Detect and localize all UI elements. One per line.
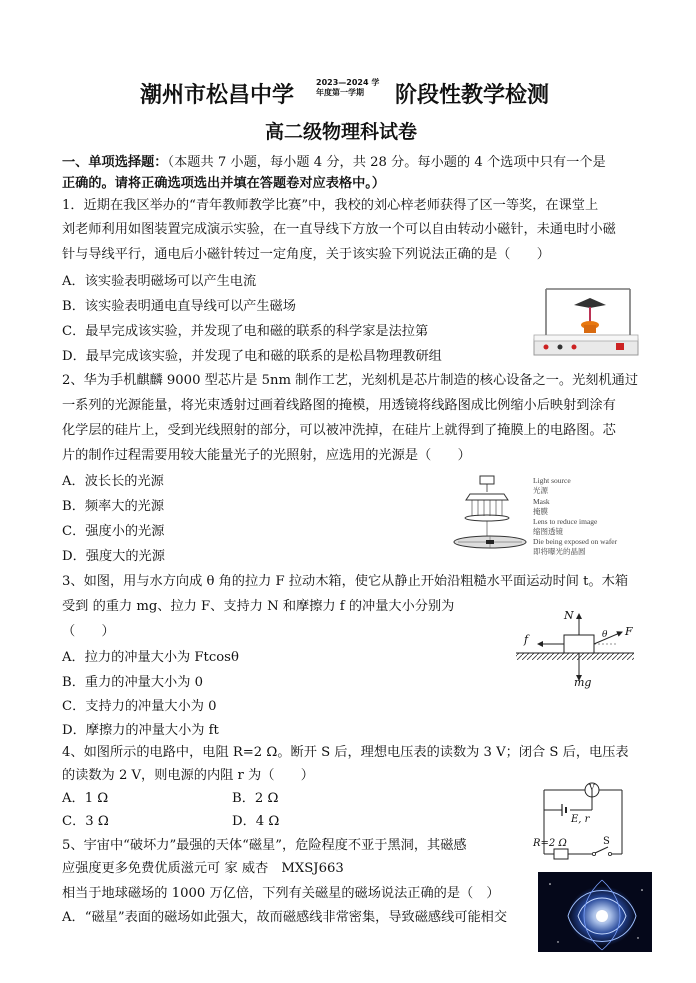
- q1-stem-line: 刘老师利用如图装置完成演示实验，在一直导线下方放一个可以自由转动小磁针，未通电时小磁: [62, 222, 616, 237]
- q2-fig-label: 掩膜: [533, 507, 548, 516]
- exam-name: 阶段性教学检测: [395, 83, 550, 108]
- q3-fig-label: F: [625, 625, 633, 638]
- q5-option: A．“磁星”表面的磁场如此强大，故而磁感线非常密集，导致磁感线可能相交: [62, 910, 508, 925]
- q2-stem-line: 片的制作过程需要用较大能量光子的光照射，应选用的光源是（ ）: [62, 448, 471, 463]
- q4-stem-line: 的读数为 2 V，则电源的内阻 r 为（ ）: [62, 768, 314, 783]
- q2-option: A．波长长的光源: [62, 474, 164, 489]
- q4-fig-label: R=2 Ω: [533, 838, 567, 849]
- q3-fig-label: θ: [602, 630, 608, 640]
- q1-option: B．该实验表明通电直导线可以产生磁场: [62, 299, 296, 314]
- q4-option: C．3 Ω: [62, 814, 109, 829]
- q3-stem-line: 3、如图，用与水方向成 θ 角的拉力 F 拉动木箱，使它从静止开始沿粗糙水平面运动时间 t。木箱: [62, 574, 629, 589]
- paper-subtitle: 高二级物理科试卷: [265, 121, 418, 143]
- q1-stem-line: 1．近期在我区举办的“青年教师教学比赛”中，我校的刘心梓老师获得了区一等奖，在课堂上: [62, 198, 599, 213]
- q2-fig-label: Die being exposed on wafer: [533, 537, 618, 546]
- q3-option: B．重力的冲量大小为 0: [62, 675, 203, 690]
- section-heading-line1: 一、单项选择题：（本题共 7 小题，每小题 4 分，共 28 分。每小题的 4 个选项中只有一个是: [62, 155, 606, 170]
- q4-option: B．2 Ω: [232, 791, 279, 806]
- q2-stem-line: 化学层的硅片上，受到光线照射的部分，可以被冲洗掉，在硅片上就得到了掩膜上的电路图。芯: [62, 423, 616, 438]
- q2-option: C．强度小的光源: [62, 524, 165, 539]
- q1-option: C．最早完成该实验，并发现了电和磁的联系的科学家是法拉第: [62, 324, 429, 339]
- q5-stem-line: 应强度更多免费优质滋元可 家 威杏 MXSJ663: [62, 861, 344, 876]
- q1-option: A．该实验表明磁场可以产生电流: [62, 274, 257, 289]
- q3-option: A．拉力的冲量大小为 Ftcosθ: [62, 650, 239, 665]
- q2-option: B．频率大的光源: [62, 499, 165, 514]
- q2-fig-label: 即将曝光的晶圆: [533, 547, 586, 556]
- q3-fig-label: mg: [574, 676, 592, 689]
- q2-fig-label: Lens to reduce image: [533, 517, 598, 526]
- q3-stem-line: （ ）: [62, 624, 115, 639]
- q2-fig-label: 缩图透镜: [533, 527, 563, 536]
- q3-option: C．支持力的冲量大小为 0: [62, 699, 217, 714]
- q3-fig-label: f: [524, 633, 529, 646]
- section-heading-line2: 正确的。请将正确选项选出并填在答题卷对应表格中。）: [62, 176, 386, 191]
- q2-fig-label: Light source: [533, 476, 571, 485]
- q3-option: D．摩擦力的冲量大小为 ft: [62, 723, 219, 738]
- q3-fig-label: N: [564, 609, 574, 622]
- q5-stem-line: 相当于地球磁场的 1000 万亿倍，下列有关磁星的磁场说法正确的是（ ）: [62, 886, 500, 901]
- q1-apparatus-figure: [530, 277, 650, 361]
- q2-stem-line: 一系列的光源能量，将光束透射过画着线路图的掩模，用透镜将线路图成比例缩小后映射到涂有: [62, 398, 616, 413]
- q3-stem-line: 受到 的重力 mg、拉力 F、支持力 N 和摩擦力 f 的冲量大小分别为: [62, 599, 455, 614]
- school-name: 潮州市松昌中学: [140, 83, 295, 108]
- q4-option: D．4 Ω: [232, 814, 280, 829]
- q4-fig-label: V: [589, 783, 595, 792]
- q5-stem-line: 5、宇宙中“破坏力”最强的天体“磁星”，危险程度不亚于黑洞，其磁感: [62, 838, 467, 853]
- q2-fig-label: 光源: [533, 486, 548, 495]
- q4-fig-label: S: [603, 836, 610, 847]
- q4-fig-label: E, r: [571, 814, 590, 825]
- q1-option: D．最早完成该实验，并发现了电和磁的联系的是松昌物理教研组: [62, 349, 442, 364]
- school-year: 2023—2024 学 年度第一学期: [316, 78, 380, 97]
- q2-stem-line: 2、华为手机麒麟 9000 型芯片是 5nm 制作工艺，光刻机是芯片制造的核心设备之一。光刻机通过: [62, 373, 639, 388]
- q2-lithography-figure: [452, 472, 532, 556]
- q2-fig-label: Mask: [533, 497, 550, 506]
- magnetar-image: [538, 872, 652, 952]
- q4-stem-line: 4、如图所示的电路中，电阻 R=2 Ω。断开 S 后，理想电压表的读数为 3 V；闭合 S 后，电压表: [62, 745, 629, 760]
- q4-option: A．1 Ω: [62, 791, 109, 806]
- q1-stem-line: 针与导线平行，通电后小磁针转过一定角度，关于该实验下列说法正确的是（ ）: [62, 247, 550, 262]
- q2-option: D．强度大的光源: [62, 549, 165, 564]
